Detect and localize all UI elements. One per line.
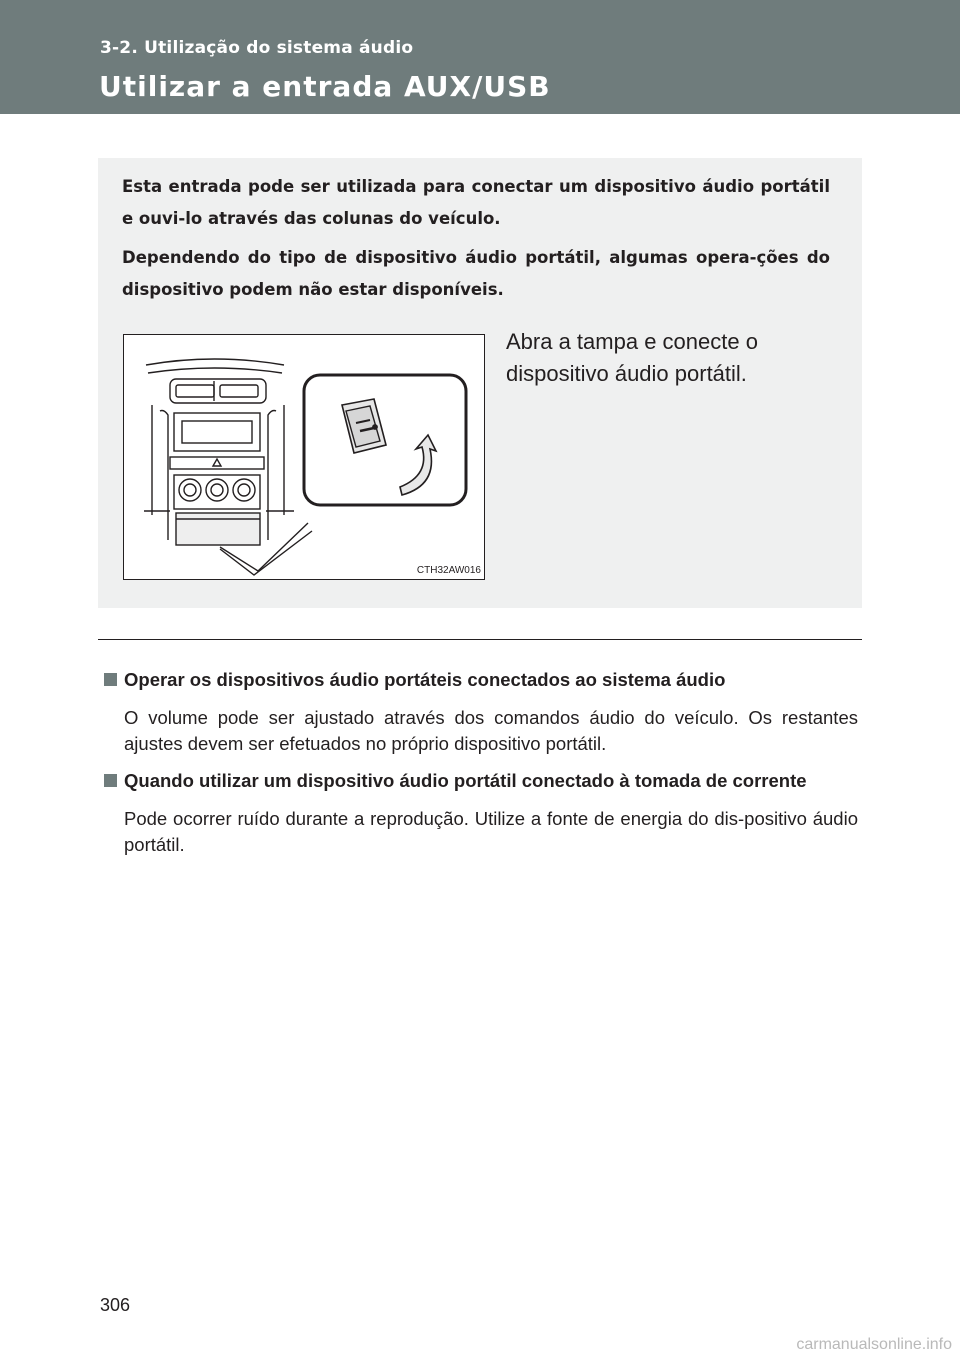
divider-line: [98, 639, 862, 640]
section-label: 3-2. Utilização do sistema áudio: [100, 38, 414, 58]
chapter-header: [0, 0, 960, 114]
square-bullet-icon: [104, 673, 117, 686]
dashboard-drawing: [124, 335, 484, 579]
info-heading-2: [104, 768, 858, 794]
info-heading-1-text: Operar os dispositivos áudio portáteis conectados ao sistema áudio: [124, 669, 726, 690]
info-heading-2-text: Quando utilizar um dispositivo áudio portátil conectado à tomada de corrente: [124, 770, 807, 791]
info-body-2: Pode ocorrer ruído durante a reprodução. Utilize a fonte de energia do dis-positivo áudio portátil.: [124, 808, 858, 855]
info-section-1: [104, 667, 858, 757]
square-bullet-icon: [104, 774, 117, 787]
page-number: 306: [100, 1295, 131, 1315]
info-body-1: O volume pode ser ajustado através dos comandos áudio do veículo. Os restantes ajustes devem ser efetuados no próprio dispositivo portátil.: [124, 707, 858, 754]
info-heading-1: [104, 667, 858, 693]
page-title: Utilizar a entrada AUX/USB: [99, 70, 551, 103]
watermark: carmanualsonline.info: [796, 1336, 952, 1353]
intro-box: [98, 158, 862, 608]
intro-paragraph-2: Dependendo do tipo de dispositivo áudio portátil, algumas opera-ções do dispositivo podem não estar disponíveis.: [122, 248, 830, 299]
figure-code: CTH32AW016: [416, 565, 481, 576]
aux-usb-illustration: [123, 334, 485, 580]
figure-caption: Abra a tampa e conecte o dispositivo áudio portátil.: [506, 329, 758, 386]
info-section-2: [104, 768, 858, 858]
intro-paragraph-1: Esta entrada pode ser utilizada para conectar um dispositivo áudio portátil e ouvi-lo através das colunas do veículo.: [122, 177, 830, 228]
